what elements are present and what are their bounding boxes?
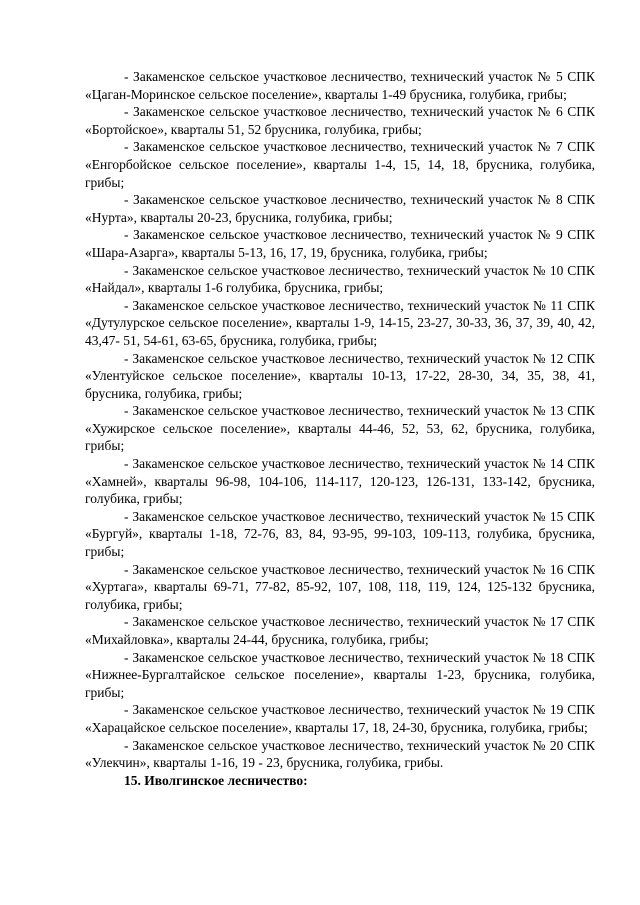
entry-tech-plot-13: - Закаменское сельское участковое лесничество, технический участок № 13 СПК «Хужирское сельское поселение», кварталы 44-46, 52, 53, 62, брусника, голубика, грибы; — [85, 403, 595, 454]
entry-tech-plot-10: - Закаменское сельское участковое лесничество, технический участок № 10 СПК «Найдал», кварталы 1-6 голубика, брусника, грибы; — [85, 262, 595, 296]
entry-tech-plot-15: - Закаменское сельское участковое лесничество, технический участок № 15 СПК «Бургуй», кварталы 1-18, 72-76, 83, 84, 93-95, 99-103, 109-113, голубика, брусника, грибы; — [85, 508, 595, 560]
entry-tech-plot-8: - Закаменское сельское участковое лесничество, технический участок № 8 СПК «Нурта», кварталы 20-23, брусника, голубика, грибы; — [85, 192, 595, 225]
entry-tech-plot-9: - Закаменское сельское участковое лесничество, технический участок № 9 СПК «Шара-Азарга», кварталы 5-13, 16, 17, 19, брусника, голубика, грибы; — [85, 227, 595, 260]
entry-tech-plot-20: - Закаменское сельское участковое лесничество, технический участок № 20 СПК «Улекчин», кварталы 1-16, 19 - 23, брусника, голубика, грибы. — [85, 737, 595, 771]
entry-tech-plot-19: - Закаменское сельское участковое лесничество, технический участок № 19 СПК «Харацайское сельское поселение», кварталы 17, 18, 24-30, брусника, голубика, грибы; — [85, 702, 595, 735]
entry-tech-plot-5: - Закаменское сельское участковое лесничество, технический участок № 5 СПК «Цаган-Моринское сельское поселение», кварталы 1-49 брусника, голубика, грибы; — [85, 69, 595, 102]
entry-tech-plot-18: - Закаменское сельское участковое лесничество, технический участок № 18 СПК «Нижнее-Бургалтайское сельское поселение», кварталы 1-23, брусника, голубика, грибы; — [85, 649, 595, 700]
entry-tech-plot-16: - Закаменское сельское участковое лесничество, технический участок № 16 СПК «Хуртага», кварталы 69-71, 77-82, 85-92, 107, 108, 118, 119, 124, 125-132 брусника, голубика, грибы; — [85, 561, 595, 612]
entry-tech-plot-12: - Закаменское сельское участковое лесничество, технический участок № 12 СПК «Улентуйское сельское поселение», кварталы 10-13, 17-22, 28-30, 34, 35, 38, 41, брусника, голубика, грибы; — [85, 350, 595, 401]
document-page — [85, 68, 595, 789]
entry-tech-plot-17: - Закаменское сельское участковое лесничество, технический участок № 17 СПК «Михайловка», кварталы 24-44, брусника, голубика, грибы; — [85, 614, 595, 647]
entry-tech-plot-14: - Закаменское сельское участковое лесничество, технический участок № 14 СПК «Хамней», кварталы 96-98, 104-106, 114-117, 120-123, 126-131, 133-142, брусника, голубика, грибы; — [85, 456, 595, 507]
entry-tech-plot-7: - Закаменское сельское участковое лесничество, технический участок № 7 СПК «Енгорбойское сельское поселение», кварталы 1-4, 15, 14, 18, брусника, голубика, грибы; — [85, 139, 595, 190]
entry-tech-plot-11: - Закаменское сельское участковое лесничество, технический участок № 11 СПК «Дутулурское сельское поселение», кварталы 1-9, 14-15, 23-27, 30-33, 36, 37, 39, 40, 42, 43,47- 51, 54-61, 63-65, брусника, голубика, грибы; — [85, 297, 595, 348]
section-heading: 15. Иволгинское лесничество: — [124, 772, 308, 788]
entry-tech-plot-6: - Закаменское сельское участковое лесничество, технический участок № 6 СПК «Бортойское», кварталы 51, 52 брусника, голубика, грибы; — [85, 104, 595, 137]
